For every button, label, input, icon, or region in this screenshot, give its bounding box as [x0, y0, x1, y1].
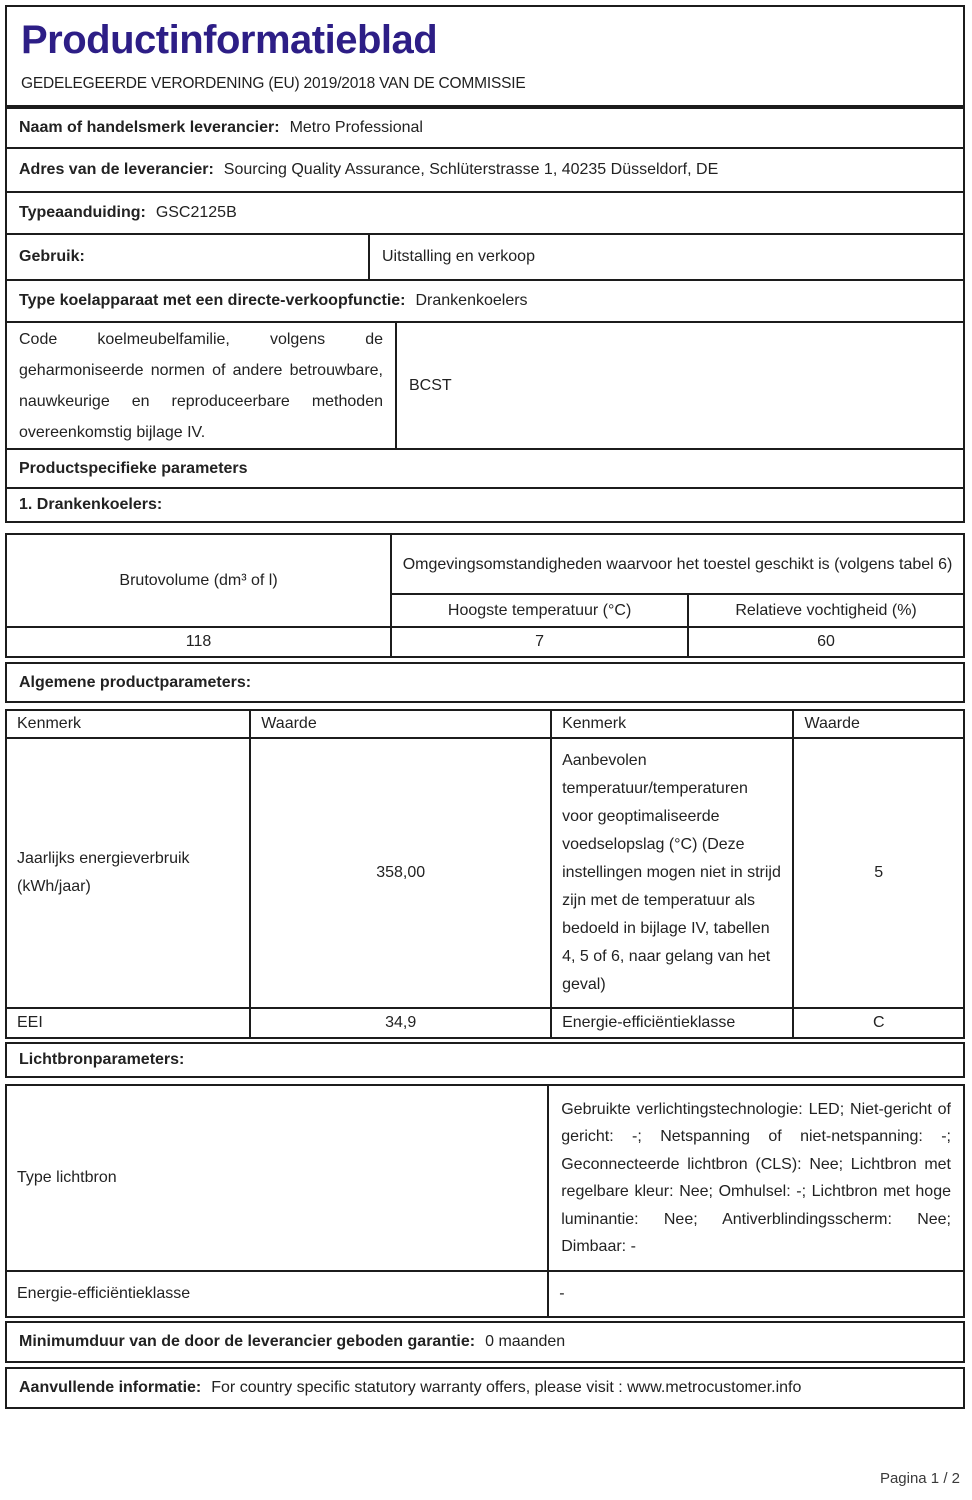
- general-parameters-section-row: [5, 662, 965, 703]
- energy-class-value-cell: C: [793, 1008, 964, 1038]
- annual-energy-value-cell: 358,00: [250, 738, 551, 1008]
- max-temperature-header-cell: Hoogste temperatuur (°C): [391, 594, 688, 627]
- supplier-address-row: [5, 147, 965, 193]
- relative-humidity-header-cell: Relatieve vochtigheid (%): [688, 594, 964, 627]
- appliance-type-row: [5, 279, 965, 323]
- recommended-temperature-value-cell: 5: [793, 738, 964, 1008]
- gross-volume-header-cell: Brutovolume (dm³ of l): [6, 534, 391, 627]
- gen-header-waarde-1: Waarde: [250, 710, 551, 738]
- gen-header-kenmerk-1: Kenmerk: [6, 710, 250, 738]
- model-identifier-value: GSC2125B: [155, 204, 237, 221]
- volume-conditions-table: [5, 533, 965, 658]
- page-number: Pagina 1 / 2: [879, 1470, 960, 1487]
- supplier-section: [5, 107, 965, 523]
- light-type-value-cell: Gebruikte verlichtingstechnologie: LED; Niet-gericht of gericht: -; Netspanning of niet-netspanning: -; Geconnecteerde lichtbron (CLS): Nee; Lichtbron met regelbare kleur: Nee; Omhulsel: -; Lichtbron met hoge luminantie: Nee; Antiverblindingsscherm: Nee; Dimbaar: -: [548, 1085, 964, 1271]
- energy-class-label-cell: Energie-efficiëntieklasse: [551, 1008, 793, 1038]
- supplier-address-value: Sourcing Quality Assurance, Schlüterstrasse 1, 40235 Düsseldorf, DE: [223, 161, 719, 178]
- product-specific-heading: Productspecifieke parameters: [19, 459, 248, 477]
- family-code-label-cell: [7, 323, 395, 448]
- eei-label-cell: EEI: [6, 1008, 250, 1038]
- light-source-section-row: [5, 1042, 965, 1078]
- additional-info-row: [5, 1367, 965, 1409]
- supplier-name-value: Metro Professional: [289, 119, 423, 136]
- light-source-table: [5, 1084, 965, 1318]
- max-temperature-value-cell: 7: [391, 627, 688, 657]
- model-identifier-row: [5, 191, 965, 235]
- use-value-cell: [368, 235, 963, 279]
- light-energy-class-label-cell: Energie-efficiëntieklasse: [6, 1271, 548, 1317]
- gen-header-waarde-2: Waarde: [793, 710, 964, 738]
- page-title: Productinformatieblad: [21, 18, 438, 62]
- use-value: Uitstalling en verkoop: [382, 248, 535, 265]
- light-energy-class-value-cell: -: [548, 1271, 964, 1317]
- use-row: [5, 233, 965, 281]
- appliance-type-value: Drankenkoelers: [415, 292, 528, 309]
- beverage-coolers-heading: 1. Drankenkoelers:: [19, 496, 163, 513]
- supplier-name-label: Naam of handelsmerk leverancier:: [19, 119, 280, 136]
- eei-value-cell: 34,9: [250, 1008, 551, 1038]
- recommended-temperature-label-cell: Aanbevolen temperatuur/temperaturen voor geoptimaliseerde voedselopslag (°C) (Deze instellingen mogen niet in strijd zijn met de temperatuur als bedoeld in bijlage IV, tabellen 4, 5 of 6, naar gelang van het geval): [551, 738, 793, 1008]
- regulation-subtitle: GEDELEGEERDE VERORDENING (EU) 2019/2018 VAN DE COMMISSIE: [21, 75, 526, 92]
- general-parameters-table: [5, 709, 965, 1039]
- use-label: Gebruik:: [19, 248, 85, 265]
- supplier-name-row: [5, 107, 965, 149]
- annual-energy-label-cell: Jaarlijks energieverbruik (kWh/jaar): [6, 738, 250, 1008]
- ambient-conditions-header-cell: Omgevingsomstandigheden waarvoor het toestel geschikt is (volgens tabel 6): [391, 534, 964, 594]
- family-code-row: [5, 321, 965, 450]
- appliance-type-label: Type koelapparaat met een directe-verkoopfunctie:: [19, 292, 406, 309]
- warranty-value: 0 maanden: [485, 1333, 566, 1350]
- model-identifier-label: Typeaanduiding:: [19, 204, 146, 221]
- general-parameters-heading: Algemene productparameters:: [19, 673, 252, 691]
- supplier-address-label: Adres van de leverancier:: [19, 161, 214, 178]
- additional-info-value: For country specific statutory warranty offers, please visit : www.metrocustomer.info: [211, 1379, 802, 1396]
- product-specific-section-row: [5, 448, 965, 489]
- family-code-value: BCST: [409, 376, 452, 394]
- gross-volume-value-cell: 118: [6, 627, 391, 657]
- use-label-cell: [7, 235, 368, 279]
- additional-info-label: Aanvullende informatie:: [19, 1379, 202, 1396]
- relative-humidity-value-cell: 60: [688, 627, 964, 657]
- gen-header-kenmerk-2: Kenmerk: [551, 710, 793, 738]
- light-type-label-cell: Type lichtbron: [6, 1085, 548, 1271]
- family-code-label: Code koelmeubelfamilie, volgens de geharmoniseerde normen of andere betrouwbare, nauwkeurige en reproduceerbare methoden overeenkomstig bijlage IV.: [19, 330, 383, 441]
- warranty-row: [5, 1321, 965, 1363]
- header-block: [5, 5, 965, 107]
- light-source-heading: Lichtbronparameters:: [19, 1051, 185, 1068]
- beverage-coolers-section-row: [5, 487, 965, 523]
- family-code-value-cell: [395, 323, 963, 448]
- warranty-label: Minimumduur van de door de leverancier geboden garantie:: [19, 1333, 476, 1350]
